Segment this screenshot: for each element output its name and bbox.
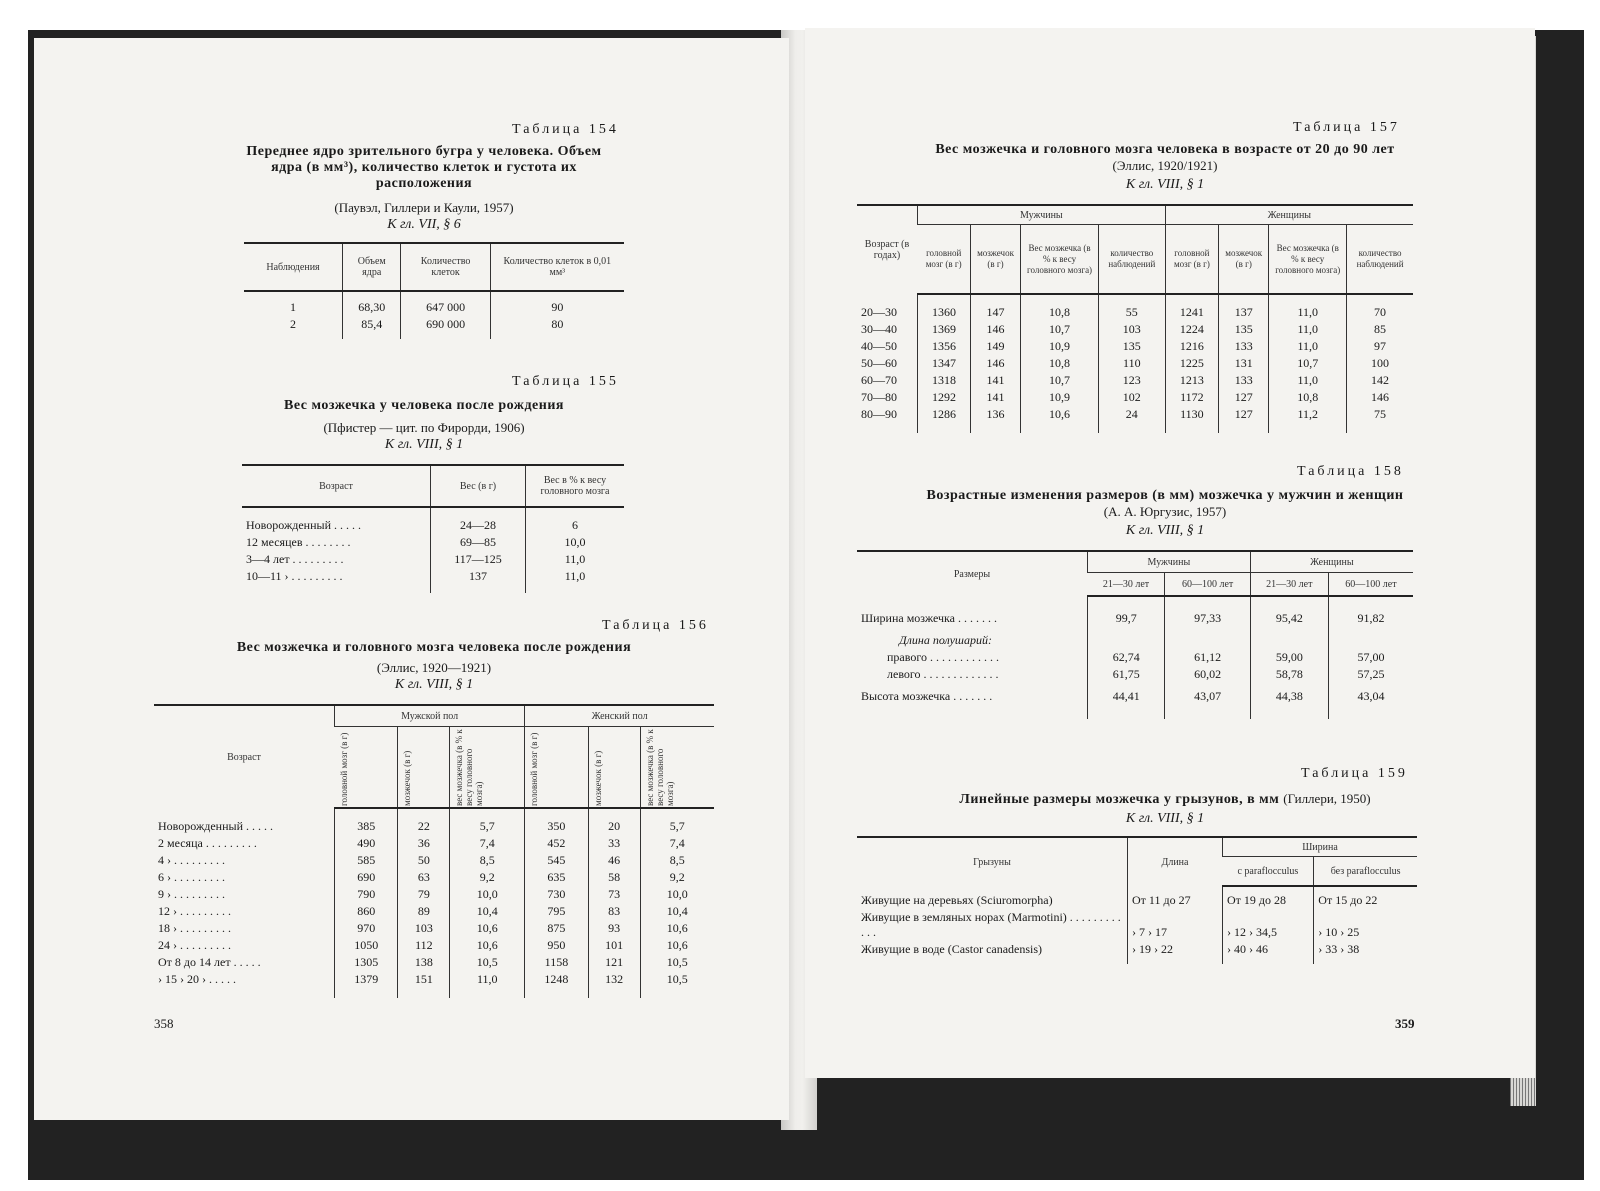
table156-cell: 452	[525, 835, 588, 852]
table159-title-line	[865, 790, 1465, 808]
table-row	[154, 920, 714, 937]
table157-cell: 50—60	[861, 356, 897, 370]
table156-cell: 24 › . . . . . . . . .	[158, 938, 231, 952]
table157-cell: 127	[1219, 389, 1269, 406]
table156-cell: 36	[398, 835, 450, 852]
table156-cell: 350	[525, 818, 588, 835]
table157-cell: 85	[1347, 321, 1413, 338]
table156-cell: 5,7	[450, 818, 525, 835]
right-page	[805, 28, 1535, 1078]
table156-cell: 132	[588, 971, 640, 988]
table157-cell: 55	[1098, 304, 1165, 321]
table157-cell: 1224	[1165, 321, 1218, 338]
table156-cell: 9,2	[450, 869, 525, 886]
table-row	[857, 304, 1413, 321]
table156-cell: 89	[398, 903, 450, 920]
table158-cell: 62,74	[1088, 649, 1165, 666]
table156-cell: 79	[398, 886, 450, 903]
table156-cell: 860	[335, 903, 398, 920]
table159-cell: › 40 › 46	[1223, 941, 1314, 958]
table156-cell: 7,4	[450, 835, 525, 852]
table154-cell: 80	[490, 316, 624, 333]
table157-subheader: количество наблюдений	[1098, 225, 1165, 295]
table159-header: Ширина	[1223, 837, 1418, 857]
table156-cell: 10,6	[640, 937, 714, 954]
table155-section: К гл. VIII, § 1	[384, 437, 464, 452]
table157-cell: 147	[970, 304, 1020, 321]
table154-cell: 1	[290, 300, 296, 314]
table156-cell: 83	[588, 903, 640, 920]
table157	[857, 204, 1413, 433]
table157-cell: 1216	[1165, 338, 1218, 355]
table157-cell: 146	[970, 355, 1020, 372]
table159-section: К гл. VIII, § 1	[1125, 811, 1205, 826]
table158-cell: 97,33	[1165, 610, 1250, 627]
table154-header: Наблюдения	[244, 243, 343, 291]
table157-cell: 1130	[1165, 406, 1218, 423]
table-row	[154, 852, 714, 869]
table-row	[857, 338, 1413, 355]
table159-caption	[865, 790, 1465, 828]
table156-cell: 93	[588, 920, 640, 937]
table156-subheader: вес мозжечка (в % к весу головного мозга)	[454, 729, 485, 806]
table157-cell: 75	[1347, 406, 1413, 423]
table158-cell: 57,25	[1328, 666, 1413, 683]
left-page	[34, 38, 789, 1120]
table154-header: Количество клеток	[401, 243, 490, 291]
table158-number: Таблица 158	[1297, 464, 1404, 479]
table156-cell: 1158	[525, 954, 588, 971]
table156-cell: 2 месяца . . . . . . . . .	[158, 836, 257, 850]
table155-source: (Пфистер — цит. по Фирорди, 1906)	[323, 420, 525, 435]
table156-cell: 9,2	[640, 869, 714, 886]
table-row	[244, 316, 624, 333]
table157-caption	[885, 142, 1445, 194]
table156-section: К гл. VIII, § 1	[394, 677, 474, 692]
table159-cell: › 12 › 34,5	[1223, 909, 1314, 941]
table159-source: (Гиллери, 1950)	[1283, 791, 1371, 806]
table158-cell: Ширина мозжечка . . . . . . .	[861, 611, 997, 625]
table158-cell: 61,75	[1088, 666, 1165, 683]
table156-cell: 10,4	[640, 903, 714, 920]
table159-header: Грызуны	[857, 837, 1128, 886]
table156-cell: 6 › . . . . . . . . .	[158, 870, 225, 884]
table-row	[857, 683, 1413, 705]
table157-cell: 1292	[918, 389, 971, 406]
table156-cell: 970	[335, 920, 398, 937]
table156-cell: 7,4	[640, 835, 714, 852]
table159-cell: Живущие на деревьях (Sciuromorpha)	[861, 893, 1053, 907]
table157-cell: 131	[1219, 355, 1269, 372]
table157-cell: 100	[1347, 355, 1413, 372]
table-row	[154, 886, 714, 903]
table157-cell: 127	[1219, 406, 1269, 423]
table157-cell: 70	[1347, 304, 1413, 321]
table157-cell: 10,8	[1269, 389, 1347, 406]
table154-header: Количество клеток в 0,01 мм³	[490, 243, 624, 291]
table154-cell: 85,4	[343, 316, 401, 333]
table154	[244, 242, 624, 339]
table156-cell: Новорожденный . . . . .	[158, 819, 274, 833]
table157-cell: 1241	[1165, 304, 1218, 321]
table158-cell: Высота мозжечка . . . . . . .	[861, 689, 993, 703]
table155-cell: 24—28	[431, 517, 526, 534]
table158-cell: 57,00	[1328, 649, 1413, 666]
table157-cell: 1347	[918, 355, 971, 372]
table156-subheader: вес мозжечка (в % к весу головного мозга)	[644, 729, 675, 806]
table154-cell: 690 000	[401, 316, 490, 333]
table159-cell: Живущие в воде (Castor canadensis)	[861, 942, 1043, 956]
table155-cell: 11,0	[526, 568, 625, 585]
table157-cell: 142	[1347, 372, 1413, 389]
table157-cell: 123	[1098, 372, 1165, 389]
table158-cell: левого . . . . . . . . . . . . .	[887, 667, 999, 681]
table156-cell: 10,6	[450, 920, 525, 937]
table158-cell: 44,38	[1250, 683, 1328, 705]
table157-cell: 60—70	[861, 373, 897, 387]
table158-subheading: Длина полушарий:	[899, 633, 992, 647]
table157-age-header: Возраст (в годах)	[857, 205, 918, 294]
table159-header: Длина	[1128, 837, 1223, 886]
table155-cell: 69—85	[431, 534, 526, 551]
table157-subheader: количество наблюдений	[1347, 225, 1413, 295]
table156-cell: 10,0	[640, 886, 714, 903]
table158-cell: 59,00	[1250, 649, 1328, 666]
table155	[242, 464, 624, 593]
table156-cell: 10,5	[450, 954, 525, 971]
table156-cell: 950	[525, 937, 588, 954]
table158	[857, 550, 1413, 719]
table-row	[857, 649, 1413, 666]
table156-cell: 1248	[525, 971, 588, 988]
table-row	[857, 389, 1413, 406]
table156-cell: 795	[525, 903, 588, 920]
table155-cell: 12 месяцев . . . . . . . .	[246, 535, 351, 549]
table157-subheader: головной мозг (в г)	[918, 225, 971, 295]
table156-cell: 63	[398, 869, 450, 886]
table158-male-header: Мужчины	[1088, 551, 1251, 573]
table157-cell: 135	[1098, 338, 1165, 355]
table155-caption	[229, 398, 619, 454]
table155-cell: 11,0	[526, 551, 625, 568]
table154-cell: 2	[290, 317, 296, 331]
table155-cell: 117—125	[431, 551, 526, 568]
table157-cell: 1172	[1165, 389, 1218, 406]
table157-cell: 10,7	[1269, 355, 1347, 372]
table157-cell: 24	[1098, 406, 1165, 423]
table158-subheader: 60—100 лет	[1165, 573, 1250, 597]
table158-source: (А. А. Юргузис, 1957)	[1103, 504, 1227, 519]
table156-cell: 1050	[335, 937, 398, 954]
table158-subheader: 21—30 лет	[1250, 573, 1328, 597]
table156-cell: 12 › . . . . . . . . .	[158, 904, 231, 918]
table-row	[857, 892, 1417, 909]
table157-cell: 40—50	[861, 339, 897, 353]
table157-cell: 10,8	[1021, 355, 1099, 372]
table154-caption	[239, 144, 609, 234]
table159-cell: От 19 до 28	[1223, 892, 1314, 909]
table157-cell: 1213	[1165, 372, 1218, 389]
table154-cell: 68,30	[343, 299, 401, 316]
table156-male-header: Мужской пол	[335, 705, 525, 727]
table158-subheader: 21—30 лет	[1088, 573, 1165, 597]
table158-cell: 99,7	[1088, 610, 1165, 627]
table156-subheader: мозжечок (в г)	[402, 750, 413, 806]
table157-subheader: мозжечок (в г)	[970, 225, 1020, 295]
table155-cell: 137	[431, 568, 526, 585]
table156-title: Вес мозжечка и головного мозга человека после рождения	[236, 640, 632, 655]
table157-cell: 80—90	[861, 407, 897, 421]
table157-cell: 11,2	[1269, 406, 1347, 423]
table159-cell: › 19 › 22	[1128, 941, 1223, 958]
table157-cell: 10,9	[1021, 389, 1099, 406]
table156-cell: 385	[335, 818, 398, 835]
table156-cell: 8,5	[640, 852, 714, 869]
table158-female-header: Женщины	[1250, 551, 1413, 573]
table157-cell: 103	[1098, 321, 1165, 338]
table156-cell: 1379	[335, 971, 398, 988]
table157-cell: 1369	[918, 321, 971, 338]
table-row	[154, 971, 714, 988]
table156-cell: 138	[398, 954, 450, 971]
table157-cell: 11,0	[1269, 338, 1347, 355]
table154-cell: 90	[490, 299, 624, 316]
table155-cell: 6	[526, 517, 625, 534]
table157-cell: 149	[970, 338, 1020, 355]
table157-cell: 135	[1219, 321, 1269, 338]
table156-cell: 5,7	[640, 818, 714, 835]
table158-section: К гл. VIII, § 1	[1125, 523, 1205, 538]
table157-cell: 20—30	[861, 305, 897, 319]
table156-cell: 18 › . . . . . . . . .	[158, 921, 231, 935]
table156-cell: 101	[588, 937, 640, 954]
table-row	[242, 568, 624, 585]
table-row	[857, 941, 1417, 958]
table154-source: (Паувэл, Гиллери и Каули, 1957)	[334, 200, 514, 215]
table154-number: Таблица 154	[512, 122, 619, 137]
table157-cell: 146	[970, 321, 1020, 338]
table158-cell: 61,12	[1165, 649, 1250, 666]
table159-title: Линейные размеры мозжечка у грызунов, в мм	[959, 792, 1280, 807]
table-row	[857, 666, 1413, 683]
table156-cell: 10,5	[640, 971, 714, 988]
table156-cell: 730	[525, 886, 588, 903]
table156-cell: 4 › . . . . . . . . .	[158, 853, 225, 867]
left-page-number: 358	[154, 1016, 174, 1031]
table155-cell: Новорожденный . . . . .	[246, 518, 362, 532]
table157-cell: 137	[1219, 304, 1269, 321]
table-row	[857, 406, 1413, 423]
table157-cell: 30—40	[861, 322, 897, 336]
table154-title: Переднее ядро зрительного бугра у человека. Объем ядра (в мм³), количество клеток и густота их расположения	[246, 144, 602, 191]
table157-subheader: головной мозг (в г)	[1165, 225, 1218, 295]
table-row	[154, 869, 714, 886]
table157-cell: 10,9	[1021, 338, 1099, 355]
table158-cell: 60,02	[1165, 666, 1250, 683]
table159-subheader: без paraflocculus	[1314, 857, 1417, 887]
table157-cell: 11,0	[1269, 372, 1347, 389]
table-row	[154, 818, 714, 835]
table155-cell: 3—4 лет . . . . . . . . .	[246, 552, 344, 566]
table156-cell: 58	[588, 869, 640, 886]
table159-cell: › 10 › 25	[1314, 909, 1417, 941]
table156-cell: 490	[335, 835, 398, 852]
table157-cell: 11,0	[1269, 304, 1347, 321]
table156-cell: › 15 › 20 › . . . . .	[158, 972, 236, 986]
table156-subheader: мозжечок (в г)	[592, 750, 603, 806]
table154-section: К гл. VII, § 6	[387, 217, 461, 232]
table156-cell: 1305	[335, 954, 398, 971]
table155-title: Вес мозжечка у человека после рождения	[284, 398, 564, 413]
table157-cell: 10,7	[1021, 321, 1099, 338]
table158-caption	[875, 488, 1455, 540]
table158-cell: 43,07	[1165, 683, 1250, 705]
table156-cell: 73	[588, 886, 640, 903]
table156-cell: 10,6	[640, 920, 714, 937]
table156-cell: 11,0	[450, 971, 525, 988]
table157-subheader: Вес мозжечка (в % к весу головного мозга)	[1269, 225, 1347, 295]
table159-cell: От 15 до 22	[1314, 892, 1417, 909]
table-row	[154, 937, 714, 954]
table158-cell: 58,78	[1250, 666, 1328, 683]
table159-cell: › 33 › 38	[1314, 941, 1417, 958]
table156-cell: 790	[335, 886, 398, 903]
table156-source: (Эллис, 1920—1921)	[376, 660, 492, 675]
table157-cell: 10,7	[1021, 372, 1099, 389]
table-row	[154, 835, 714, 852]
table156-cell: От 8 до 14 лет . . . . .	[158, 955, 261, 969]
table154-header: Объем ядра	[343, 243, 401, 291]
table155-header: Вес в % к весу головного мозга	[526, 465, 625, 507]
table157-cell: 1360	[918, 304, 971, 321]
table156-cell: 10,6	[450, 937, 525, 954]
table156-cell: 46	[588, 852, 640, 869]
table-row	[154, 903, 714, 920]
table156-cell: 22	[398, 818, 450, 835]
table157-male-header: Мужчины	[918, 205, 1166, 225]
table157-cell: 136	[970, 406, 1020, 423]
table156-cell: 690	[335, 869, 398, 886]
table155-cell: 10,0	[526, 534, 625, 551]
table157-cell: 1225	[1165, 355, 1218, 372]
table157-cell: 133	[1219, 372, 1269, 389]
table158-subheader: 60—100 лет	[1328, 573, 1413, 597]
table-row	[857, 909, 1417, 941]
table156-cell: 112	[398, 937, 450, 954]
table-row	[857, 321, 1413, 338]
table157-cell: 1318	[918, 372, 971, 389]
table-row	[242, 551, 624, 568]
table159-number: Таблица 159	[1301, 766, 1408, 781]
table156-cell: 33	[588, 835, 640, 852]
table-row	[857, 627, 1413, 649]
table156-cell: 103	[398, 920, 450, 937]
table-row	[242, 517, 624, 534]
table159-cell: › 7 › 17	[1128, 909, 1223, 941]
table157-cell: 110	[1098, 355, 1165, 372]
table156-subheader: головной мозг (в г)	[338, 732, 349, 806]
table157-section: К гл. VIII, § 1	[1125, 177, 1205, 192]
table-row	[857, 372, 1413, 389]
table159-subheader: с paraflocculus	[1223, 857, 1314, 887]
table157-cell: 97	[1347, 338, 1413, 355]
table156-cell: 585	[335, 852, 398, 869]
table157-cell: 141	[970, 389, 1020, 406]
table157-cell: 70—80	[861, 390, 897, 404]
table155-number: Таблица 155	[512, 374, 619, 389]
table155-cell: 10—11 › . . . . . . . . .	[246, 569, 343, 583]
table156-cell: 545	[525, 852, 588, 869]
table-row	[244, 299, 624, 316]
table158-cell: правого . . . . . . . . . . . .	[887, 650, 999, 664]
table154-cell: 647 000	[401, 299, 490, 316]
table156-cell: 10,5	[640, 954, 714, 971]
table157-cell: 133	[1219, 338, 1269, 355]
table157-cell: 102	[1098, 389, 1165, 406]
table157-title: Вес мозжечка и головного мозга человека в возрасте от 20 до 90 лет	[935, 142, 1395, 157]
table156-age-header: Возраст	[154, 705, 335, 808]
table156-cell: 635	[525, 869, 588, 886]
table-row	[857, 610, 1413, 627]
table159-cell: Живущие в земляных норах (Marmotini) . . . . . . . . . . . .	[861, 910, 1121, 939]
table157-number: Таблица 157	[1293, 120, 1400, 135]
table156-cell: 20	[588, 818, 640, 835]
table158-cell: 95,42	[1250, 610, 1328, 627]
table159-cell: От 11 до 27	[1128, 892, 1223, 909]
table156-cell: 875	[525, 920, 588, 937]
table156-caption	[154, 640, 714, 694]
table156-cell: 10,0	[450, 886, 525, 903]
right-page-number: 359	[1395, 1016, 1415, 1031]
table156-number: Таблица 156	[602, 618, 709, 633]
table156-cell: 10,4	[450, 903, 525, 920]
table157-cell: 10,6	[1021, 406, 1099, 423]
table157-cell: 1286	[918, 406, 971, 423]
table156-female-header: Женский пол	[525, 705, 714, 727]
table157-subheader: Вес мозжечка (в % к весу головного мозга)	[1021, 225, 1099, 295]
table156-cell: 8,5	[450, 852, 525, 869]
table157-source: (Эллис, 1920/1921)	[1112, 158, 1218, 173]
table157-cell: 1356	[918, 338, 971, 355]
table-row	[857, 355, 1413, 372]
table157-cell: 11,0	[1269, 321, 1347, 338]
table158-cell: 91,82	[1328, 610, 1413, 627]
table156-cell: 9 › . . . . . . . . .	[158, 887, 225, 901]
table156-cell: 121	[588, 954, 640, 971]
table159	[857, 836, 1417, 964]
table-row	[242, 534, 624, 551]
table157-cell: 141	[970, 372, 1020, 389]
table156-subheader: головной мозг (в г)	[529, 732, 540, 806]
table158-cell: 44,41	[1088, 683, 1165, 705]
table156-cell: 151	[398, 971, 450, 988]
table157-cell: 146	[1347, 389, 1413, 406]
table156	[154, 704, 714, 998]
table-row	[154, 954, 714, 971]
table157-subheader: мозжечок (в г)	[1219, 225, 1269, 295]
table156-cell: 50	[398, 852, 450, 869]
table158-size-header: Размеры	[857, 551, 1088, 596]
table158-title: Возрастные изменения размеров (в мм) мозжечка у мужчин и женщин	[926, 488, 1404, 503]
table158-cell: 43,04	[1328, 683, 1413, 705]
table155-header: Вес (в г)	[431, 465, 526, 507]
table157-female-header: Женщины	[1165, 205, 1413, 225]
table155-header: Возраст	[242, 465, 431, 507]
table157-cell: 10,8	[1021, 304, 1099, 321]
